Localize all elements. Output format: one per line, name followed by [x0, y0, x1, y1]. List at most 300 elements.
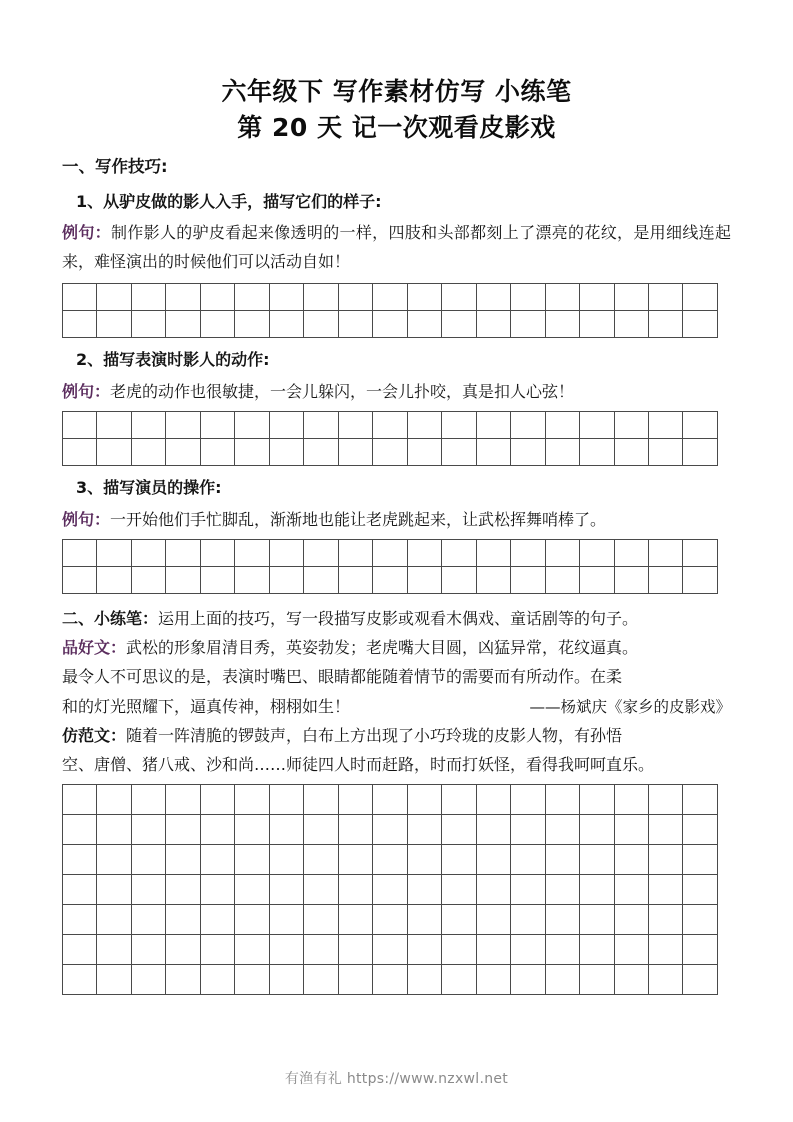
- grid-row: [63, 875, 718, 905]
- grid-cell[interactable]: [304, 905, 338, 935]
- grid-cell[interactable]: [270, 284, 304, 311]
- grid-cell[interactable]: [649, 311, 683, 338]
- grid-cell[interactable]: [97, 284, 131, 311]
- model-text-label: 仿范文: [62, 725, 111, 745]
- grid-cell[interactable]: [683, 785, 717, 815]
- grid-cell[interactable]: [649, 875, 683, 905]
- grid-cell[interactable]: [477, 540, 511, 567]
- grid-cell[interactable]: [649, 905, 683, 935]
- grid-cell[interactable]: [477, 284, 511, 311]
- grid-cell[interactable]: [649, 785, 683, 815]
- model-text-line-1: [62, 721, 731, 750]
- grid-cell[interactable]: [373, 815, 407, 845]
- grid-cell[interactable]: [511, 815, 545, 845]
- grid-cell[interactable]: [166, 540, 200, 567]
- grid-cell[interactable]: [546, 785, 580, 815]
- grid-cell[interactable]: [339, 875, 373, 905]
- grid-cell[interactable]: [63, 540, 97, 567]
- grid-cell[interactable]: [477, 845, 511, 875]
- grid-cell[interactable]: [235, 875, 269, 905]
- grid-cell[interactable]: [511, 935, 545, 965]
- grid-cell[interactable]: [546, 567, 580, 594]
- grid-cell[interactable]: [615, 439, 649, 466]
- good-text-label: 品好文: [62, 638, 111, 658]
- grid-cell[interactable]: [373, 311, 407, 338]
- section-two-label: 二、小练笔: [62, 609, 143, 629]
- grid-cell[interactable]: [270, 785, 304, 815]
- grid-cell[interactable]: [442, 845, 476, 875]
- grid-cell[interactable]: [166, 815, 200, 845]
- grid-cell[interactable]: [201, 905, 235, 935]
- grid-cell[interactable]: [201, 567, 235, 594]
- grid-cell[interactable]: [270, 540, 304, 567]
- grid-cell[interactable]: [615, 311, 649, 338]
- grid-cell[interactable]: [235, 905, 269, 935]
- grid-cell[interactable]: [132, 875, 166, 905]
- example-label-1: 例句: [62, 223, 95, 243]
- grid-cell[interactable]: [97, 439, 131, 466]
- grid-cell[interactable]: [615, 284, 649, 311]
- grid-cell[interactable]: [166, 284, 200, 311]
- grid-cell[interactable]: [339, 845, 373, 875]
- grid-cell[interactable]: [546, 412, 580, 439]
- good-text-attribution: ——杨斌庆《家乡的皮影戏》: [529, 697, 731, 716]
- grid-cell[interactable]: [442, 439, 476, 466]
- grid-cell[interactable]: [408, 875, 442, 905]
- grid-cell[interactable]: [649, 965, 683, 995]
- grid-cell[interactable]: [511, 311, 545, 338]
- grid-cell[interactable]: [132, 567, 166, 594]
- grid-cell[interactable]: [546, 540, 580, 567]
- example-text-2: 老虎的动作也很敏捷，一会儿躲闪，一会儿扑咬，真是扣人心弦！: [110, 381, 575, 401]
- grid-cell[interactable]: [270, 965, 304, 995]
- grid-row: [63, 815, 718, 845]
- page-title: [62, 74, 731, 145]
- grid-cell[interactable]: [339, 785, 373, 815]
- grid-cell[interactable]: [615, 965, 649, 995]
- grid-cell[interactable]: [201, 311, 235, 338]
- grid-cell[interactable]: [511, 284, 545, 311]
- grid-cell[interactable]: [442, 875, 476, 905]
- section-two-text: 运用上面的技巧，写一段描写皮影或观看木偶戏、童话剧等的句子。: [158, 609, 639, 629]
- grid-cell[interactable]: [166, 845, 200, 875]
- grid-cell[interactable]: [615, 935, 649, 965]
- grid-cell[interactable]: [683, 284, 717, 311]
- grid-cell[interactable]: [304, 412, 338, 439]
- grid-cell[interactable]: [63, 935, 97, 965]
- grid-cell[interactable]: [235, 439, 269, 466]
- grid-cell[interactable]: [63, 905, 97, 935]
- grid-cell[interactable]: [683, 439, 717, 466]
- grid-cell[interactable]: [132, 935, 166, 965]
- grid-cell[interactable]: [477, 567, 511, 594]
- grid-cell[interactable]: [235, 412, 269, 439]
- grid-cell[interactable]: [408, 935, 442, 965]
- grid-cell[interactable]: [511, 965, 545, 995]
- good-text-line-2: 最令人不可思议的是，表演时嘴巴、眼睛都能随着情节的需要而有所动作。在柔: [62, 667, 623, 687]
- grid-cell[interactable]: [270, 905, 304, 935]
- grid-cell[interactable]: [373, 284, 407, 311]
- grid-cell[interactable]: [580, 284, 614, 311]
- grid-cell[interactable]: [97, 935, 131, 965]
- grid-row: [63, 567, 718, 594]
- writing-grid-3[interactable]: [62, 539, 718, 594]
- grid-cell[interactable]: [63, 875, 97, 905]
- grid-cell[interactable]: [304, 540, 338, 567]
- grid-cell[interactable]: [511, 785, 545, 815]
- grid-cell[interactable]: [304, 845, 338, 875]
- grid-cell[interactable]: [166, 905, 200, 935]
- grid-cell[interactable]: [235, 567, 269, 594]
- grid-cell[interactable]: [132, 284, 166, 311]
- grid-cell[interactable]: [132, 845, 166, 875]
- grid-cell[interactable]: [649, 815, 683, 845]
- grid-cell[interactable]: [304, 815, 338, 845]
- grid-row: [63, 965, 718, 995]
- grid-row: [63, 311, 718, 338]
- grid-cell[interactable]: [580, 439, 614, 466]
- grid-cell[interactable]: [339, 905, 373, 935]
- grid-cell[interactable]: [580, 845, 614, 875]
- grid-cell[interactable]: [63, 439, 97, 466]
- grid-cell[interactable]: [373, 785, 407, 815]
- grid-cell[interactable]: [580, 412, 614, 439]
- grid-cell[interactable]: [546, 875, 580, 905]
- grid-cell[interactable]: [373, 935, 407, 965]
- grid-cell[interactable]: [408, 845, 442, 875]
- grid-cell[interactable]: [304, 567, 338, 594]
- writing-grid-main[interactable]: [62, 784, 718, 995]
- grid-cell[interactable]: [166, 567, 200, 594]
- grid-cell[interactable]: [580, 905, 614, 935]
- grid-cell[interactable]: [408, 567, 442, 594]
- grid-cell[interactable]: [304, 935, 338, 965]
- grid-cell[interactable]: [511, 439, 545, 466]
- grid-cell[interactable]: [166, 875, 200, 905]
- grid-cell[interactable]: [304, 284, 338, 311]
- grid-cell[interactable]: [97, 567, 131, 594]
- grid-cell[interactable]: [580, 935, 614, 965]
- grid-cell[interactable]: [201, 540, 235, 567]
- grid-cell[interactable]: [201, 284, 235, 311]
- grid-cell[interactable]: [201, 845, 235, 875]
- example-separator-3: ：: [94, 509, 111, 529]
- grid-cell[interactable]: [546, 905, 580, 935]
- grid-row: [63, 412, 718, 439]
- grid-cell[interactable]: [580, 311, 614, 338]
- grid-cell[interactable]: [442, 412, 476, 439]
- grid-cell[interactable]: [580, 567, 614, 594]
- grid-cell[interactable]: [511, 845, 545, 875]
- grid-cell[interactable]: [166, 439, 200, 466]
- grid-cell[interactable]: [373, 875, 407, 905]
- example-separator-2: ：: [94, 381, 111, 401]
- grid-cell[interactable]: [580, 815, 614, 845]
- grid-cell[interactable]: [442, 284, 476, 311]
- grid-cell[interactable]: [615, 845, 649, 875]
- writing-grid-2[interactable]: [62, 411, 718, 466]
- grid-cell[interactable]: [546, 284, 580, 311]
- title-line-two: 第 20 天 记一次观看皮影戏: [237, 112, 556, 142]
- grid-cell[interactable]: [477, 785, 511, 815]
- good-text-separator: ：: [110, 638, 127, 658]
- grid-cell[interactable]: [339, 311, 373, 338]
- grid-cell[interactable]: [201, 965, 235, 995]
- grid-cell[interactable]: [63, 311, 97, 338]
- grid-row: [63, 905, 718, 935]
- grid-cell[interactable]: [546, 965, 580, 995]
- grid-cell[interactable]: [408, 439, 442, 466]
- grid-cell[interactable]: [304, 785, 338, 815]
- grid-cell[interactable]: [132, 905, 166, 935]
- grid-cell[interactable]: [649, 567, 683, 594]
- grid-cell[interactable]: [270, 439, 304, 466]
- grid-cell[interactable]: [132, 815, 166, 845]
- grid-cell[interactable]: [132, 965, 166, 995]
- grid-cell[interactable]: [97, 311, 131, 338]
- example-text-1: 制作影人的驴皮看起来像透明的一样，四肢和头部都刻上了漂亮的花纹，是用细线连起来，难怪演出的时候他们可以活动自如！: [62, 223, 731, 271]
- grid-cell[interactable]: [546, 439, 580, 466]
- grid-cell[interactable]: [304, 875, 338, 905]
- grid-cell[interactable]: [683, 567, 717, 594]
- grid-cell[interactable]: [580, 540, 614, 567]
- grid-row: [63, 439, 718, 466]
- grid-cell[interactable]: [270, 815, 304, 845]
- grid-cell[interactable]: [373, 439, 407, 466]
- grid-cell[interactable]: [63, 284, 97, 311]
- grid-cell[interactable]: [442, 965, 476, 995]
- grid-cell[interactable]: [339, 439, 373, 466]
- grid-cell[interactable]: [235, 284, 269, 311]
- grid-cell[interactable]: [408, 905, 442, 935]
- grid-cell[interactable]: [615, 412, 649, 439]
- grid-cell[interactable]: [270, 412, 304, 439]
- grid-cell[interactable]: [304, 965, 338, 995]
- grid-cell[interactable]: [511, 412, 545, 439]
- grid-cell[interactable]: [442, 785, 476, 815]
- writing-grid-1[interactable]: [62, 283, 718, 338]
- grid-cell[interactable]: [477, 815, 511, 845]
- grid-row: [63, 785, 718, 815]
- grid-cell[interactable]: [373, 905, 407, 935]
- grid-cell[interactable]: [201, 412, 235, 439]
- grid-cell[interactable]: [132, 311, 166, 338]
- grid-cell[interactable]: [339, 935, 373, 965]
- model-text-line-2: 空、唐僧、猪八戒、沙和尚……师徒四人时而赶路，时而打妖怪，看得我呵呵直乐。: [62, 754, 655, 774]
- grid-cell[interactable]: [649, 540, 683, 567]
- grid-cell[interactable]: [270, 875, 304, 905]
- grid-cell[interactable]: [683, 965, 717, 995]
- grid-cell[interactable]: [339, 815, 373, 845]
- grid-cell[interactable]: [615, 785, 649, 815]
- grid-cell[interactable]: [683, 540, 717, 567]
- grid-cell[interactable]: [63, 815, 97, 845]
- grid-cell[interactable]: [270, 845, 304, 875]
- grid-cell[interactable]: [408, 785, 442, 815]
- grid-cell[interactable]: [132, 540, 166, 567]
- grid-cell[interactable]: [270, 935, 304, 965]
- grid-cell[interactable]: [63, 412, 97, 439]
- grid-cell[interactable]: [339, 540, 373, 567]
- grid-cell[interactable]: [511, 567, 545, 594]
- grid-cell[interactable]: [166, 785, 200, 815]
- grid-cell[interactable]: [511, 540, 545, 567]
- grid-cell[interactable]: [201, 785, 235, 815]
- grid-cell[interactable]: [97, 540, 131, 567]
- grid-cell[interactable]: [373, 845, 407, 875]
- grid-row: [63, 540, 718, 567]
- grid-cell[interactable]: [373, 567, 407, 594]
- example-sentence-3: [62, 506, 731, 534]
- example-sentence-2: [62, 378, 731, 406]
- grid-cell[interactable]: [442, 815, 476, 845]
- grid-cell[interactable]: [442, 311, 476, 338]
- grid-cell[interactable]: [649, 412, 683, 439]
- grid-cell[interactable]: [97, 815, 131, 845]
- grid-cell[interactable]: [97, 965, 131, 995]
- grid-cell[interactable]: [235, 965, 269, 995]
- grid-cell[interactable]: [97, 875, 131, 905]
- section-two-heading: [62, 604, 731, 633]
- section-two-separator: ：: [142, 609, 159, 629]
- grid-cell[interactable]: [546, 935, 580, 965]
- grid-cell[interactable]: [615, 815, 649, 845]
- section-one-heading: 一、写作技巧:: [62, 157, 168, 176]
- grid-row: [63, 935, 718, 965]
- grid-cell[interactable]: [511, 905, 545, 935]
- grid-cell[interactable]: [63, 845, 97, 875]
- grid-cell[interactable]: [477, 875, 511, 905]
- grid-cell[interactable]: [235, 845, 269, 875]
- grid-cell[interactable]: [615, 540, 649, 567]
- grid-cell[interactable]: [649, 284, 683, 311]
- grid-cell[interactable]: [201, 815, 235, 845]
- grid-cell[interactable]: [166, 412, 200, 439]
- grid-cell[interactable]: [97, 905, 131, 935]
- grid-cell[interactable]: [546, 815, 580, 845]
- example-separator-1: ：: [94, 223, 111, 243]
- grid-cell[interactable]: [166, 965, 200, 995]
- grid-cell[interactable]: [477, 935, 511, 965]
- example-text-3: 一开始他们手忙脚乱，渐渐地也能让老虎跳起来，让武松挥舞哨棒了。: [110, 509, 607, 529]
- grid-cell[interactable]: [339, 965, 373, 995]
- grid-cell[interactable]: [615, 905, 649, 935]
- example-label-3: 例句: [62, 509, 95, 529]
- grid-cell[interactable]: [615, 567, 649, 594]
- grid-cell[interactable]: [201, 439, 235, 466]
- grid-cell[interactable]: [442, 935, 476, 965]
- grid-cell[interactable]: [235, 785, 269, 815]
- subsection-heading-3: 3、描写演员的操作:: [76, 478, 222, 498]
- model-text-body-1: 随着一阵清脆的锣鼓声，白布上方出现了小巧玲珑的皮影人物，有孙悟: [126, 725, 623, 745]
- grid-cell[interactable]: [477, 439, 511, 466]
- grid-cell[interactable]: [97, 845, 131, 875]
- grid-cell[interactable]: [408, 311, 442, 338]
- grid-cell[interactable]: [201, 935, 235, 965]
- grid-cell[interactable]: [166, 935, 200, 965]
- grid-cell[interactable]: [166, 311, 200, 338]
- grid-cell[interactable]: [373, 965, 407, 995]
- grid-cell[interactable]: [63, 785, 97, 815]
- grid-cell[interactable]: [408, 412, 442, 439]
- grid-cell[interactable]: [304, 439, 338, 466]
- grid-cell[interactable]: [408, 284, 442, 311]
- grid-cell[interactable]: [132, 785, 166, 815]
- grid-cell[interactable]: [63, 567, 97, 594]
- grid-cell[interactable]: [477, 412, 511, 439]
- grid-cell[interactable]: [408, 965, 442, 995]
- grid-cell[interactable]: [235, 815, 269, 845]
- grid-cell[interactable]: [580, 875, 614, 905]
- grid-cell[interactable]: [373, 412, 407, 439]
- example-sentence-1: [62, 219, 731, 276]
- grid-row: [63, 845, 718, 875]
- grid-cell[interactable]: [683, 311, 717, 338]
- grid-cell[interactable]: [683, 815, 717, 845]
- grid-cell[interactable]: [442, 905, 476, 935]
- grid-cell[interactable]: [683, 412, 717, 439]
- grid-cell[interactable]: [649, 845, 683, 875]
- grid-cell[interactable]: [97, 412, 131, 439]
- good-text-line-1: [62, 633, 731, 662]
- grid-cell[interactable]: [477, 905, 511, 935]
- grid-cell[interactable]: [132, 412, 166, 439]
- example-label-2: 例句: [62, 381, 95, 401]
- subsection-heading-2: 2、描写表演时影人的动作:: [76, 350, 270, 370]
- grid-cell[interactable]: [97, 785, 131, 815]
- good-text-body-3: 和的灯光照耀下，逼真传神，栩栩如生！: [62, 696, 351, 716]
- grid-cell[interactable]: [442, 540, 476, 567]
- grid-cell[interactable]: [235, 311, 269, 338]
- grid-cell[interactable]: [201, 875, 235, 905]
- grid-row: [63, 284, 718, 311]
- footer-watermark: 有渔有礼 https://www.nzxwl.net: [284, 1071, 509, 1087]
- grid-cell[interactable]: [546, 311, 580, 338]
- grid-cell[interactable]: [683, 935, 717, 965]
- grid-cell[interactable]: [477, 965, 511, 995]
- grid-cell[interactable]: [408, 815, 442, 845]
- grid-cell[interactable]: [339, 284, 373, 311]
- grid-cell[interactable]: [580, 785, 614, 815]
- grid-cell[interactable]: [546, 845, 580, 875]
- good-text-body-1: 武松的形象眉清目秀，英姿勃发；老虎嘴大目圆，凶猛异常，花纹逼真。: [126, 638, 639, 658]
- grid-cell[interactable]: [649, 935, 683, 965]
- grid-cell[interactable]: [408, 540, 442, 567]
- grid-cell[interactable]: [270, 567, 304, 594]
- grid-cell[interactable]: [373, 540, 407, 567]
- grid-cell[interactable]: [63, 965, 97, 995]
- grid-cell[interactable]: [442, 567, 476, 594]
- title-line-one: 六年级下 写作素材仿写 小练笔: [221, 77, 572, 106]
- grid-cell[interactable]: [339, 567, 373, 594]
- grid-cell[interactable]: [235, 935, 269, 965]
- subsection-heading-1: 1、从驴皮做的影人入手，描写它们的样子:: [76, 191, 382, 211]
- grid-cell[interactable]: [477, 311, 511, 338]
- grid-cell[interactable]: [683, 845, 717, 875]
- grid-cell[interactable]: [683, 905, 717, 935]
- grid-cell[interactable]: [339, 412, 373, 439]
- grid-cell[interactable]: [683, 875, 717, 905]
- model-text-separator: ：: [110, 725, 127, 745]
- grid-cell[interactable]: [615, 875, 649, 905]
- grid-cell[interactable]: [235, 540, 269, 567]
- grid-cell[interactable]: [270, 311, 304, 338]
- grid-cell[interactable]: [304, 311, 338, 338]
- grid-cell[interactable]: [511, 875, 545, 905]
- grid-cell[interactable]: [132, 439, 166, 466]
- grid-cell[interactable]: [649, 439, 683, 466]
- grid-cell[interactable]: [580, 965, 614, 995]
